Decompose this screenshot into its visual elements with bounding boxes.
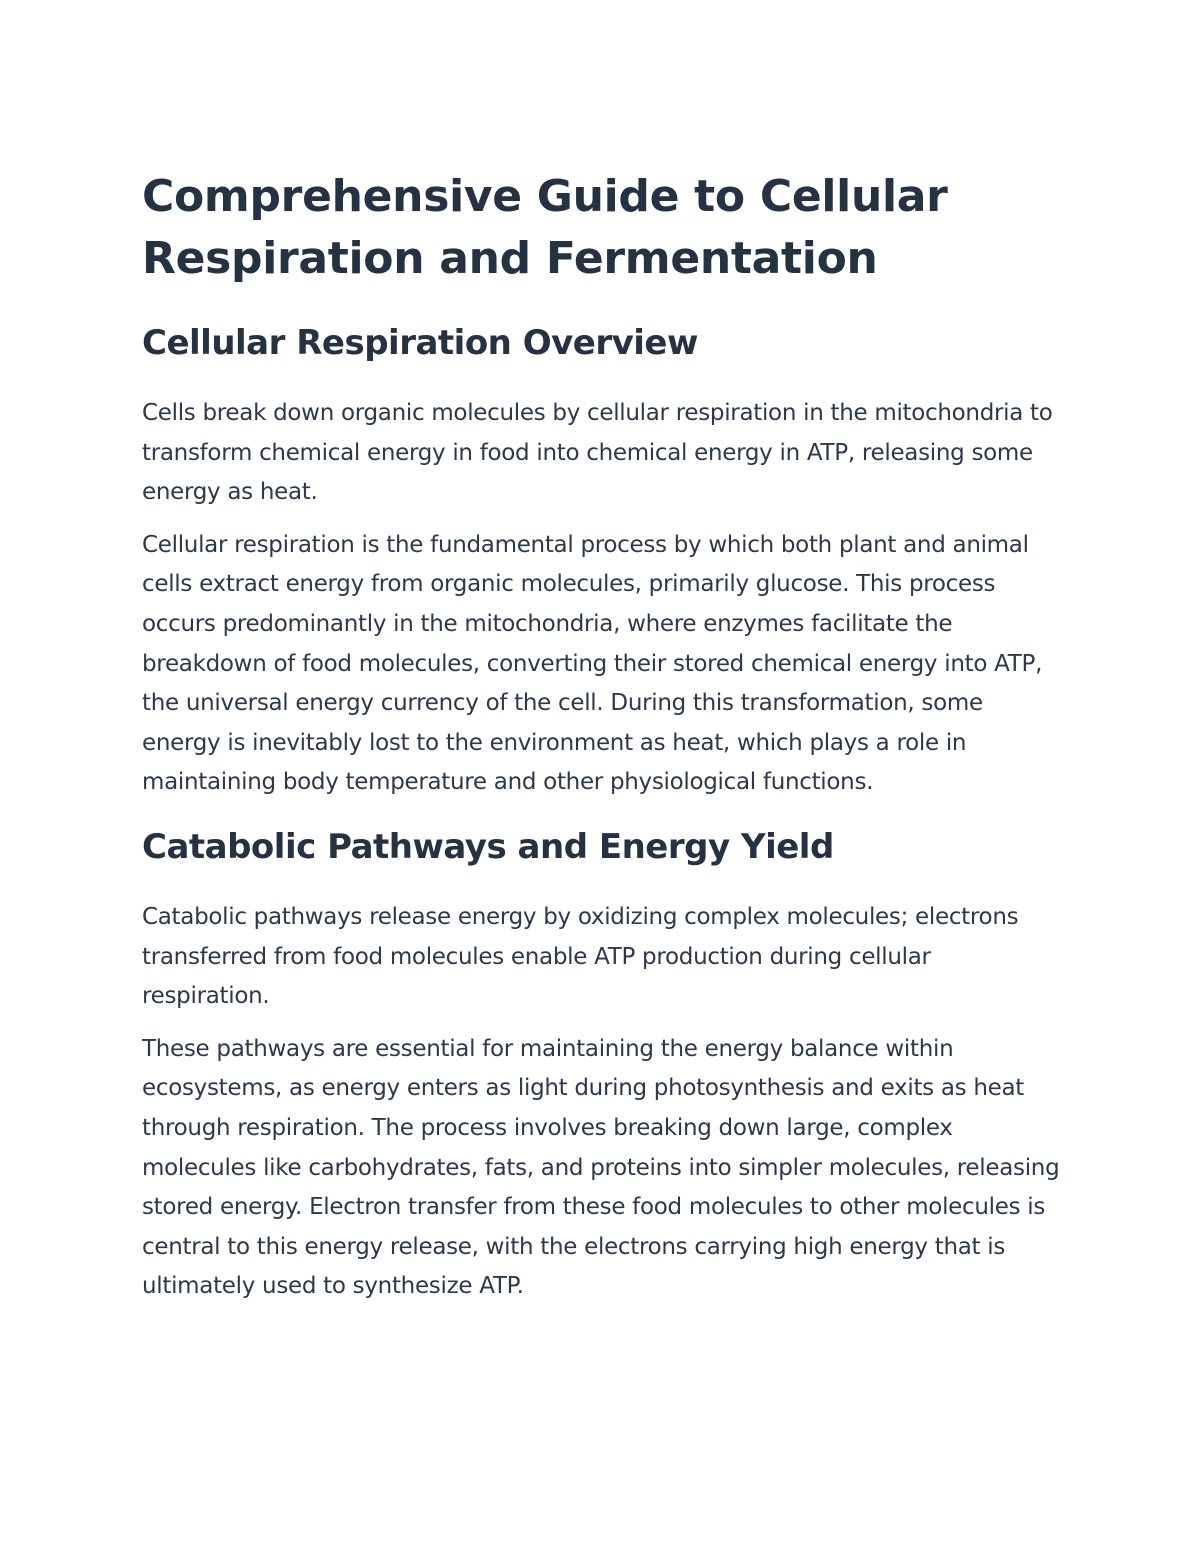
section-body-paragraph: Cellular respiration is the fundamental process by which both plant and animal cells extract energy from organic molecules, primarily glucose. This process occurs predominantly in the mitochondria, where enzymes facilitate the breakdown of food molecules, converting their stored chemical energy into ATP, the universal energy currency of the cell. During this transformation, some energy is inevitably lost to the environment as heat, which plays a role in maintaining body temperature and other physiological functions. xyxy=(142,531,1043,796)
section-body-paragraph: These pathways are essential for maintaining the energy balance within ecosystems, as energy enters as light during photosynthesis and exits as heat through respiration. The process involves breaking down large, complex molecules like carbohydrates, fats, and proteins into simpler molecules, releasing stored energy. Electron transfer from these food molecules to other molecules is central to this energy release, with the electrons carrying high energy that is ultimately used to synthesize ATP. xyxy=(142,1035,1060,1300)
section-summary-paragraph: Catabolic pathways release energy by oxidizing complex molecules; electrons transferred from food molecules enable ATP production during cellular respiration. xyxy=(142,903,1019,1010)
document-page xyxy=(142,166,1062,1307)
document-title: Comprehensive Guide to Cellular Respiration and Fermentation xyxy=(142,171,948,284)
section-heading-catabolic-pathways: Catabolic Pathways and Energy Yield xyxy=(142,826,834,867)
section-heading-respiration-overview: Cellular Respiration Overview xyxy=(142,323,698,363)
section-summary-paragraph: Cells break down organic molecules by cellular respiration in the mitochondria to transform chemical energy in food into chemical energy in ATP, releasing some energy as heat. xyxy=(142,400,1053,506)
